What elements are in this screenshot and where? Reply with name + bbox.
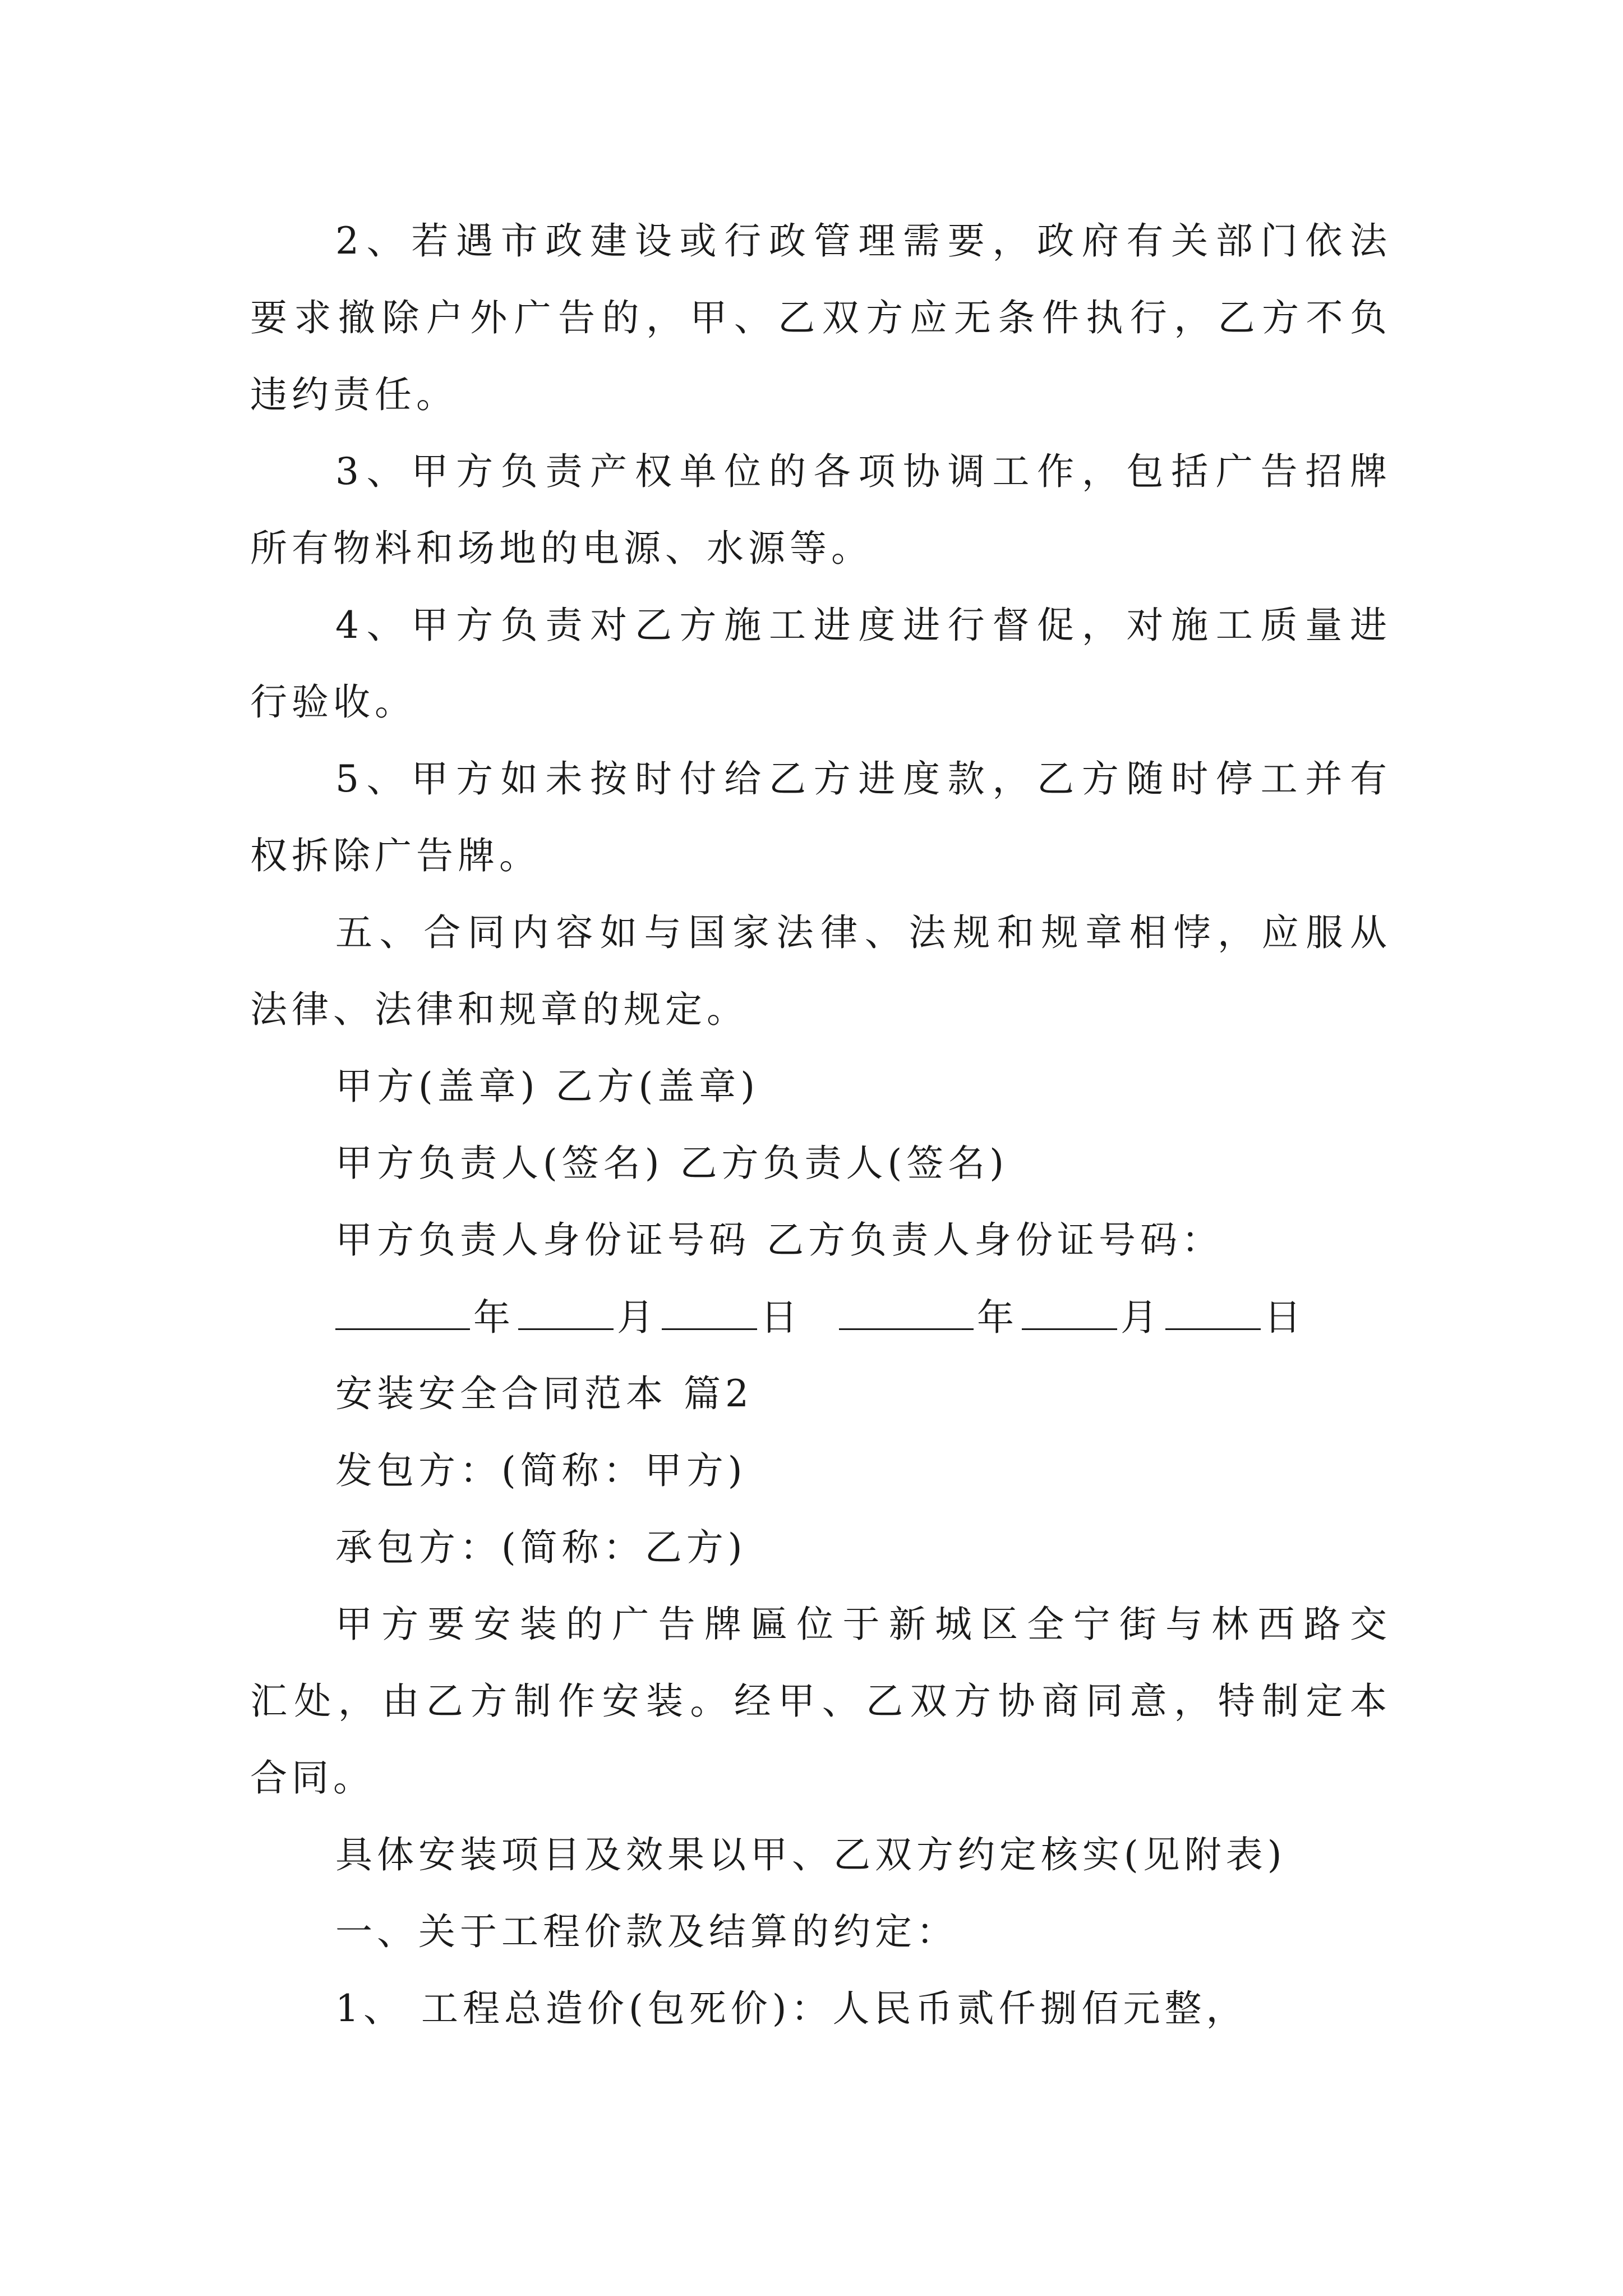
- party-a-line: 发包方：(简称：甲方): [335, 1449, 747, 1492]
- month-label: 月: [617, 1296, 658, 1339]
- id-number-line: 甲方负责人身份证号码 乙方负责人身份证号码：: [335, 1218, 1223, 1262]
- month-label: 月: [1121, 1296, 1162, 1339]
- paragraph-line: 2、若遇市政建设或行政管理需要，政府有关部门依法: [335, 219, 1391, 263]
- paragraph-line: 5、甲方如未按时付给乙方进度款，乙方随时停工并有: [335, 757, 1391, 800]
- year-label: 年: [473, 1296, 515, 1339]
- paragraph-line: 要求撤除户外广告的，甲、乙双方应无条件执行，乙方不负: [250, 296, 1391, 339]
- seal-line: 甲方(盖章) 乙方(盖章): [335, 1065, 759, 1108]
- clause-heading: 一、关于工程价款及结算的约定：: [335, 1910, 958, 1953]
- day-blank-a: [662, 1289, 757, 1330]
- clause-1-line: 1、 工程总造价(包死价)：人民币贰仟捌佰元整，: [335, 1987, 1248, 2030]
- responsible-person-line: 甲方负责人(签名) 乙方负责人(签名): [335, 1142, 1008, 1185]
- year-blank-b: [839, 1289, 974, 1330]
- day-label: 日: [760, 1296, 802, 1339]
- paragraph-line: 所有物料和场地的电源、水源等。: [250, 527, 873, 570]
- intro-line: 合同。: [250, 1756, 375, 1800]
- day-blank-b: [1165, 1289, 1261, 1330]
- specifics-line: 具体安装项目及效果以甲、乙双方约定核实(见附表): [335, 1833, 1287, 1876]
- paragraph-line: 4、甲方负责对乙方施工进度进行督促，对施工质量进: [335, 604, 1391, 647]
- month-blank-b: [1022, 1289, 1117, 1330]
- year-label: 年: [977, 1296, 1018, 1339]
- paragraph-line: 3、甲方负责产权单位的各项协调工作，包括广告招牌: [335, 450, 1391, 493]
- section-title: 安装安全合同范本 篇2: [335, 1372, 753, 1415]
- paragraph-line: 行验收。: [250, 680, 416, 724]
- paragraph-line: 法律、法律和规章的规定。: [250, 988, 748, 1031]
- day-label: 日: [1264, 1296, 1306, 1339]
- paragraph-line: 五、合同内容如与国家法律、法规和规章相悖，应服从: [335, 911, 1391, 954]
- intro-line: 汇处，由乙方制作安装。经甲、乙双方协商同意，特制定本: [250, 1680, 1391, 1723]
- date-line: [335, 1289, 1309, 1345]
- year-blank-a: [335, 1289, 470, 1330]
- intro-line: 甲方要安装的广告牌匾位于新城区全宁街与林西路交: [335, 1603, 1391, 1646]
- paragraph-line: 权拆除广告牌。: [250, 834, 541, 877]
- party-b-line: 承包方：(简称：乙方): [335, 1526, 747, 1569]
- paragraph-line: 违约责任。: [250, 373, 458, 416]
- month-blank-a: [518, 1289, 614, 1330]
